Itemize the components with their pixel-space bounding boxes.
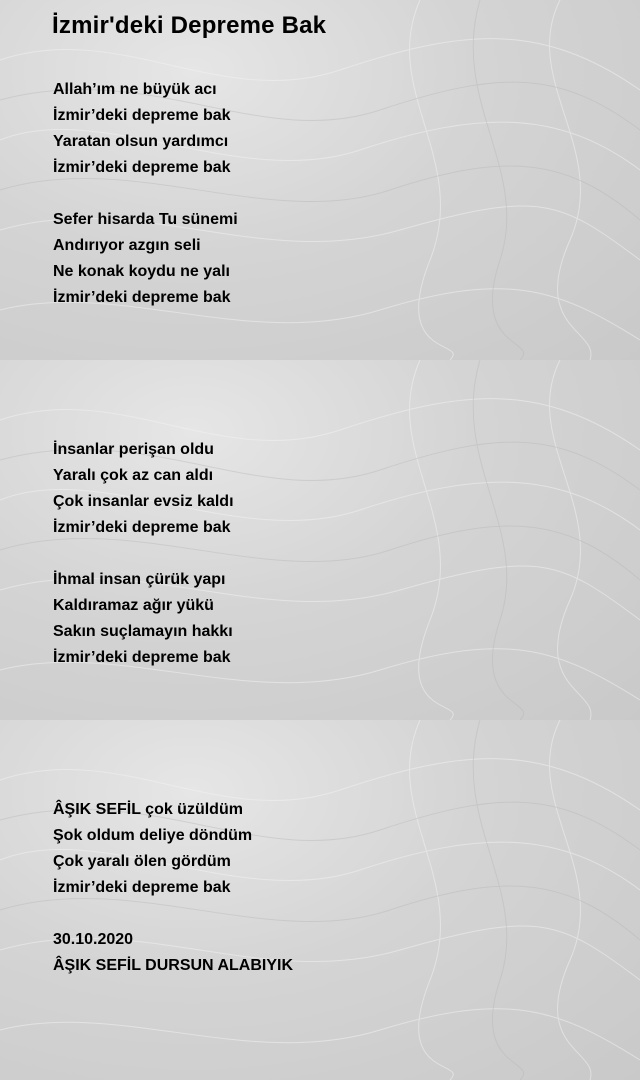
stanza-2	[53, 207, 238, 311]
poem-signature	[53, 927, 293, 979]
verse-line: İhmal insan çürük yapı	[53, 571, 226, 588]
verse-line: İzmir’deki depreme bak	[53, 289, 231, 306]
verse-line: İnsanlar perişan oldu	[53, 441, 214, 458]
verse-line: Andırıyor azgın seli	[53, 237, 201, 254]
poem-date: 30.10.2020	[53, 931, 134, 948]
verse-line: Çok insanlar evsiz kaldı	[53, 493, 234, 510]
verse-line: İzmir’deki depreme bak	[53, 519, 231, 536]
verse-line: Yaratan olsun yardımcı	[53, 133, 229, 150]
verse-line: Allah’ım ne büyük acı	[53, 81, 217, 98]
verse-line: Ne konak koydu ne yalı	[53, 263, 230, 280]
verse-line: Yaralı çok az can aldı	[53, 467, 214, 484]
stanza-3	[53, 437, 234, 541]
verse-line: Kaldıramaz ağır yükü	[53, 597, 214, 614]
poem-author: ÂŞIK SEFİL DURSUN ALABIYIK	[53, 957, 294, 974]
verse-line: Şok oldum deliye döndüm	[53, 827, 253, 844]
verse-line: Sakın suçlamayın hakkı	[53, 623, 233, 640]
verse-line: İzmir’deki depreme bak	[53, 879, 231, 896]
stanza-1	[53, 77, 231, 181]
verse-line: Çok yaralı ölen gördüm	[53, 853, 231, 870]
verse-line: İzmir’deki depreme bak	[53, 649, 231, 666]
verse-line: İzmir’deki depreme bak	[53, 159, 231, 176]
poem-card-3	[0, 720, 640, 1080]
verse-line: İzmir’deki depreme bak	[53, 107, 231, 124]
poem-card-1	[0, 0, 640, 360]
verse-line: ÂŞIK SEFİL çok üzüldüm	[53, 801, 243, 818]
poem-title: İzmir'deki Depreme Bak	[52, 12, 327, 39]
verse-line: Sefer hisarda Tu sünemi	[53, 211, 238, 228]
stanza-5	[53, 797, 252, 901]
poem-card-2	[0, 360, 640, 720]
stanza-4	[53, 567, 233, 671]
